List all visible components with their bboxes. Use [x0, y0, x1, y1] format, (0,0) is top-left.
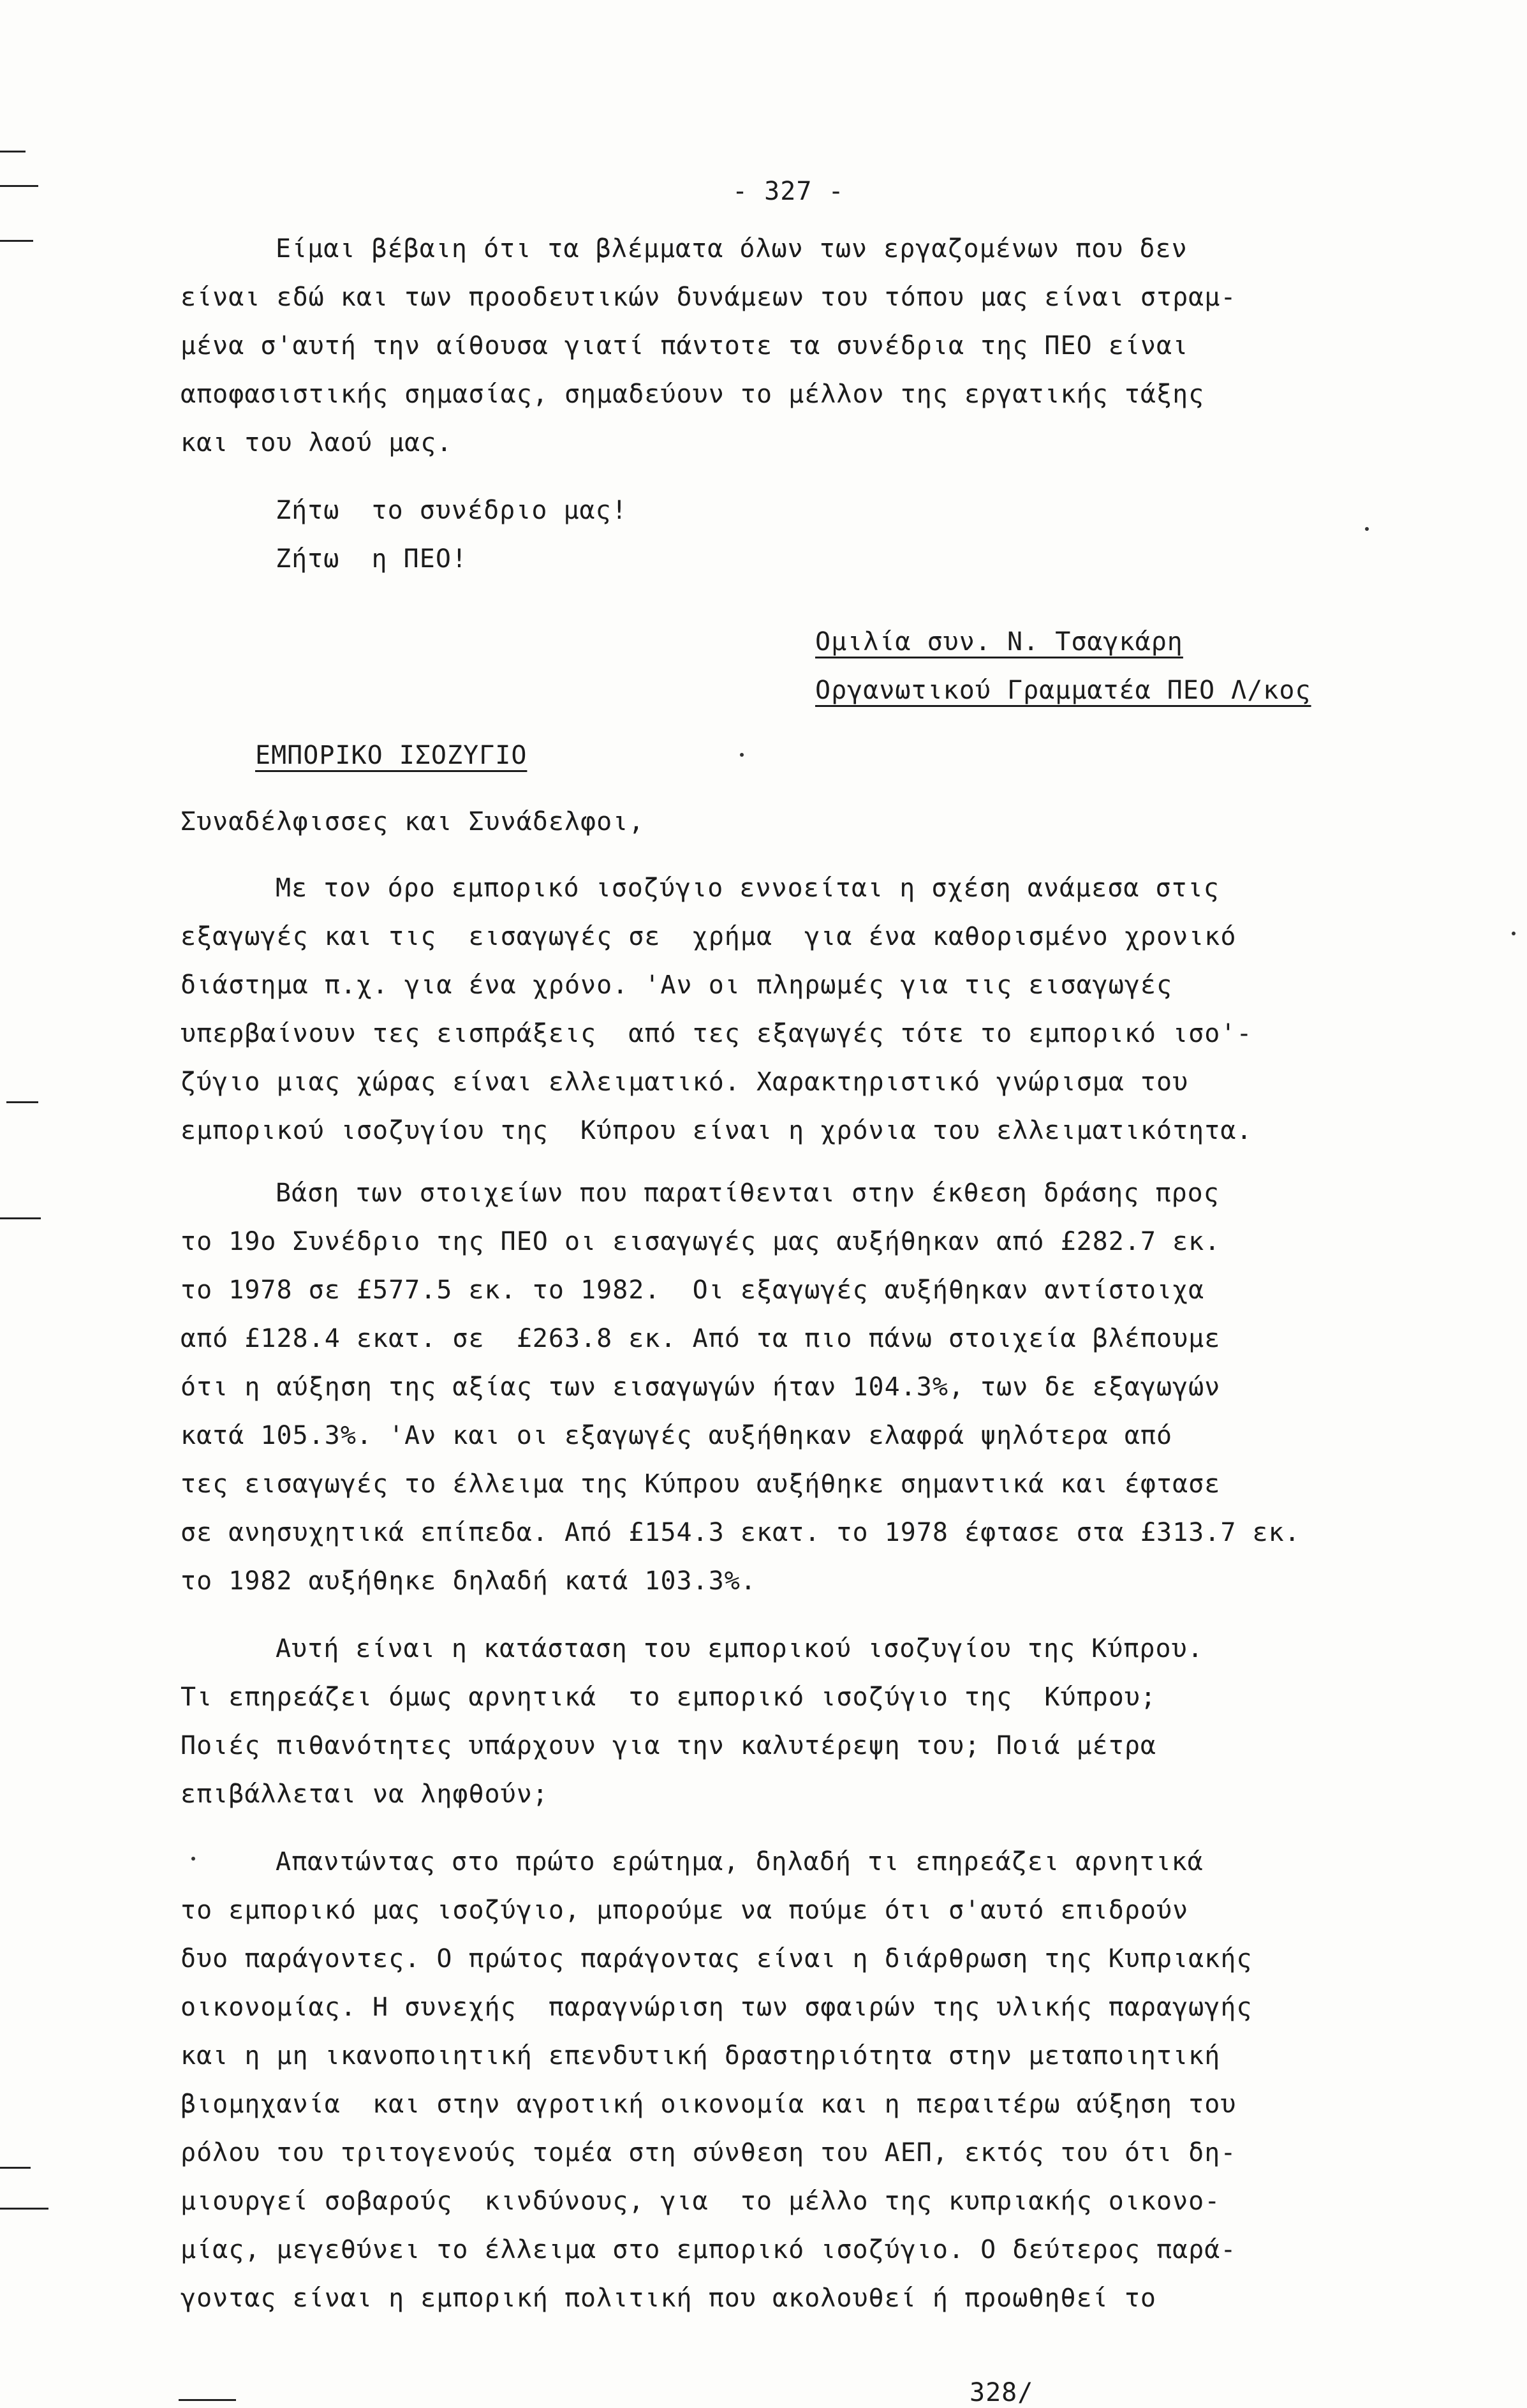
binder-mark — [0, 1217, 41, 1219]
para1-line: διάστημα π.χ. για ένα χρόνο. 'Αν οι πληρωμές για τις εισαγωγές — [181, 970, 1173, 1000]
slogan-peo: Ζήτω η ΠΕΟ! — [276, 544, 468, 574]
para2-line: κατά 105.3%. 'Αν και οι εξαγωγές αυξήθηκαν ελαφρά ψηλότερα από — [181, 1421, 1173, 1450]
section-title: ΕΜΠΟΡΙΚΟ ΙΣΟΖΥΓΙΟ — [255, 741, 527, 770]
para4-line: μίας, μεγεθύνει το έλλειμα στο εμπορικό ισοζύγιο. Ο δεύτερος παρά- — [181, 2235, 1237, 2264]
para4-line: το εμπορικό μας ισοζύγιο, μπορούμε να πούμε ότι σ'αυτό επιδρούν — [181, 1896, 1189, 1925]
binder-mark — [0, 151, 26, 152]
para2-line: το 19ο Συνέδριο της ΠΕΟ οι εισαγωγές μας αυξήθηκαν από £282.7 εκ. — [181, 1227, 1221, 1256]
binder-mark — [0, 2208, 48, 2210]
para3-line: επιβάλλεται να ληφθούν; — [181, 1780, 549, 1809]
binder-mark — [0, 185, 38, 187]
binder-mark — [179, 2399, 236, 2401]
para4-line: βιομηχανία και στην αγροτική οικονομία και η περαιτέρω αύξηση του — [181, 2090, 1237, 2119]
para2-line: το 1978 σε £577.5 εκ. το 1982. Οι εξαγωγές αυξήθηκαν αντίστοιχα — [181, 1275, 1205, 1305]
para3-line: Τι επηρεάζει όμως αρνητικά το εμπορικό ισοζύγιο της Κύπρου; — [181, 1683, 1157, 1712]
para2-line: ότι η αύξηση της αξίας των εισαγωγών ήταν 104.3%, των δε εξαγωγών — [181, 1372, 1221, 1402]
footer-next-page: 328/ — [970, 2378, 1034, 2407]
salutation: Συναδέλφισσες και Συνάδελφοι, — [181, 807, 645, 836]
para3-line: Αυτή είναι η κατάσταση του εμπορικού ισοζυγίου της Κύπρου. — [276, 1634, 1204, 1663]
para2-line: τες εισαγωγές το έλλειμα της Κύπρου αυξήθηκε σημαντικά και έφτασε — [181, 1469, 1221, 1499]
slogan-congress: Ζήτω το συνέδριο μας! — [276, 496, 628, 525]
para2-line: σε ανησυχητικά επίπεδα. Από £154.3 εκατ. το 1978 έφτασε στα £313.7 εκ. — [181, 1518, 1301, 1547]
speech1-line: και του λαού μας. — [181, 428, 453, 457]
speaker-name: Ομιλία συν. Ν. Τσαγκάρη — [815, 627, 1183, 657]
binder-mark — [0, 240, 33, 242]
para3-line: Ποιές πιθανότητες υπάρχουν για την καλυτέρεψη του; Ποιά μέτρα — [181, 1731, 1157, 1760]
binder-mark — [6, 1101, 38, 1103]
speech1-line: αποφασιστικής σημασίας, σημαδεύουν το μέλλον της εργατικής τάξης — [181, 380, 1205, 409]
scan-speck — [1365, 527, 1369, 531]
speech1-line: μένα σ'αυτή την αίθουσα γιατί πάντοτε τα συνέδρια της ΠΕΟ είναι — [181, 331, 1189, 360]
para1-line: ζύγιο μιας χώρας είναι ελλειματικό. Χαρακτηριστικό γνώρισμα του — [181, 1067, 1189, 1097]
page-number: - 327 - — [732, 177, 845, 206]
para2-line: το 1982 αυξήθηκε δηλαδή κατά 103.3%. — [181, 1566, 756, 1596]
scan-speck — [1512, 932, 1516, 935]
speech1-line: είναι εδώ και των προοδευτικών δυνάμεων του τόπου μας είναι στραμ- — [181, 283, 1237, 312]
para1-line: εξαγωγές και τις εισαγωγές σε χρήμα για ένα καθορισμένο χρονικό — [181, 922, 1237, 951]
para4-line: οικονομίας. Η συνεχής παραγνώριση των σφαιρών της υλικής παραγωγής — [181, 1993, 1253, 2022]
para1-line: Με τον όρο εμπορικό ισοζύγιο εννοείται η σχέση ανάμεσα στις — [276, 873, 1220, 903]
scan-speck — [740, 753, 744, 757]
speaker-title: Οργανωτικού Γραμματέα ΠΕΟ Λ/κος — [815, 676, 1311, 705]
para4-line: ρόλου του τριτογενούς τομέα στη σύνθεση του ΑΕΠ, εκτός του ότι δη- — [181, 2138, 1237, 2167]
speech1-line: Είμαι βέβαιη ότι τα βλέμματα όλων των εργαζομένων που δεν — [276, 234, 1188, 264]
para4-line: Απαντώντας στο πρώτο ερώτημα, δηλαδή τι επηρεάζει αρνητικά — [276, 1847, 1204, 1877]
para1-line: εμπορικού ισοζυγίου της Κύπρου είναι η χρόνια του ελλειματικότητα. — [181, 1116, 1253, 1145]
para4-line: μιουργεί σοβαρούς κινδύνους, για το μέλλο της κυπριακής οικονο- — [181, 2187, 1221, 2216]
para4-line: δυο παράγοντες. Ο πρώτος παράγοντας είναι η διάρθρωση της Κυπριακής — [181, 1944, 1253, 1973]
para4-line: και η μη ικανοποιητική επενδυτική δραστηριότητα στην μεταποιητική — [181, 2041, 1221, 2070]
para4-line: γοντας είναι η εμπορική πολιτική που ακολουθεί ή προωθηθεί το — [181, 2284, 1157, 2313]
binder-mark — [0, 2167, 31, 2169]
para1-line: υπερβαίνουν τες εισπράξεις από τες εξαγωγές τότε το εμπορικό ισο'- — [181, 1019, 1253, 1048]
scan-speck — [191, 1857, 195, 1861]
para2-line: από £128.4 εκατ. σε £263.8 εκ. Από τα πιο πάνω στοιχεία βλέπουμε — [181, 1324, 1221, 1353]
para2-line: Βάση των στοιχείων που παρατίθενται στην έκθεση δράσης προς — [276, 1178, 1220, 1208]
